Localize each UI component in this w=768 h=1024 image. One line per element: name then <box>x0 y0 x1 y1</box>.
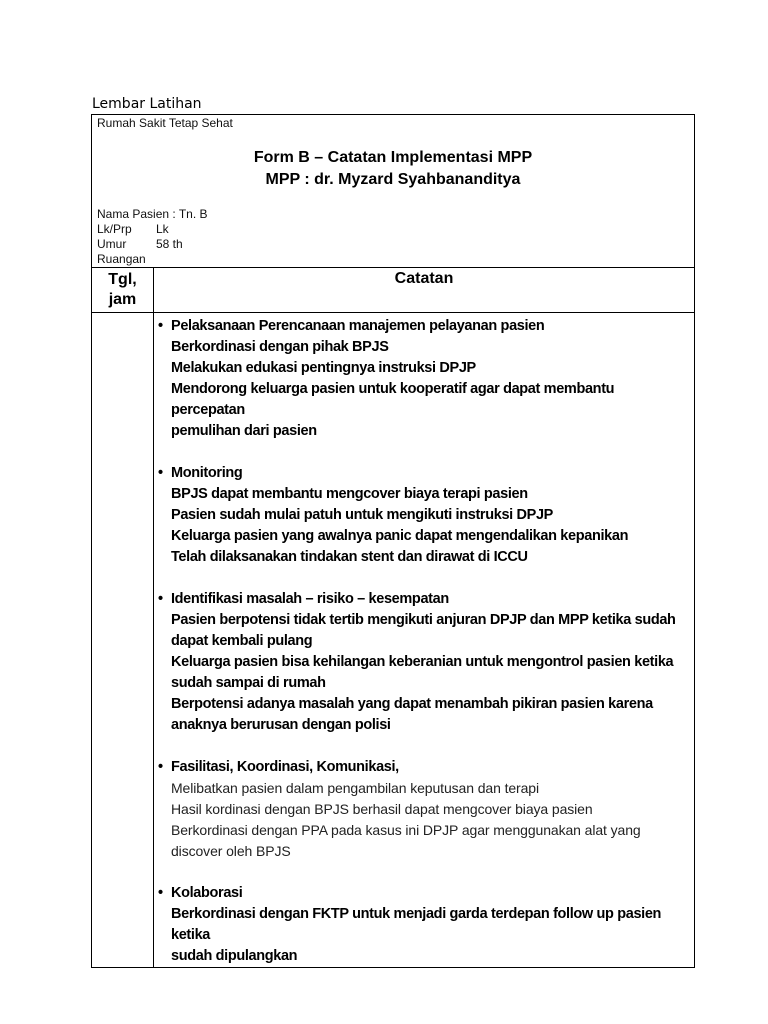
header-row <box>92 115 695 268</box>
note-line: discover oleh BPJS <box>171 843 291 859</box>
note-section <box>154 883 688 967</box>
patient-name: Nama Pasien : Tn. B <box>97 207 208 221</box>
note-section-heading <box>154 883 688 904</box>
note-section-title: Monitoring <box>171 465 243 481</box>
note-line: Berpotensi adanya masalah yang dapat menambah pikiran pasien karena <box>171 696 653 712</box>
header-cell <box>92 115 695 268</box>
note-section <box>154 463 688 568</box>
note-line: Pasien sudah mulai patuh untuk mengikuti instruksi DPJP <box>171 507 553 523</box>
note-line: Pasien berpotensi tidak tertib mengikuti anjuran DPJP dan MPP ketika sudah <box>171 612 676 628</box>
mpp-form-table <box>91 114 695 968</box>
column-header-date-line2: jam <box>108 291 137 308</box>
note-section-title: Identifikasi masalah – risiko – kesempatan <box>171 591 449 607</box>
note-line: BPJS dapat membantu mengcover biaya terapi pasien <box>171 486 528 502</box>
note-section <box>154 757 688 862</box>
column-header-row <box>92 268 695 313</box>
note-section <box>154 589 688 736</box>
hospital-name: Rumah Sakit Tetap Sehat <box>97 116 233 130</box>
bullet-icon: • <box>158 759 163 775</box>
note-line: Keluarga pasien bisa kehilangan keberanian untuk mengontrol pasien ketika <box>171 654 674 670</box>
note-line: Berkordinasi dengan pihak BPJS <box>171 339 389 355</box>
note-section <box>154 316 688 442</box>
notes-date-cell <box>92 313 154 968</box>
patient-age-value: 58 th <box>156 237 183 251</box>
note-line: Berkordinasi dengan FKTP untuk menjadi garda terdepan follow up pasien ketika <box>171 906 662 943</box>
note-line: Telah dilaksanakan tindakan stent dan dirawat di ICCU <box>171 549 528 565</box>
note-line: sudah dipulangkan <box>171 948 298 964</box>
note-section-heading <box>154 589 688 610</box>
patient-age-row <box>97 237 208 252</box>
note-line: Berkordinasi dengan PPA pada kasus ini DPJP agar menggunakan alat yang <box>171 822 641 838</box>
note-line: Mendorong keluarga pasien untuk kooperatif agar dapat membantu percepatan <box>171 381 615 418</box>
note-line: sudah sampai di rumah <box>171 675 326 691</box>
note-section-heading <box>154 757 688 778</box>
note-line: Melibatkan pasien dalam pengambilan keputusan dan terapi <box>171 780 539 796</box>
form-title-block <box>92 147 694 191</box>
patient-sex-value: Lk <box>156 222 169 236</box>
patient-sex-label: Lk/Prp <box>97 222 132 236</box>
bullet-icon: • <box>158 318 163 334</box>
column-header-notes: Catatan <box>154 268 695 313</box>
note-line: anaknya berurusan dengan polisi <box>171 717 391 733</box>
note-line: pemulihan dari pasien <box>171 423 317 439</box>
form-title: Form B – Catatan Implementasi MPP <box>253 149 533 166</box>
column-header-date <box>92 268 154 313</box>
patient-room-label: Ruangan <box>97 252 146 266</box>
patient-age-label: Umur <box>97 237 127 251</box>
note-line: dapat kembali pulang <box>171 633 313 649</box>
note-line: Melakukan edukasi pentingnya instruksi DPJP <box>171 360 476 376</box>
note-line: Hasil kordinasi dengan BPJS berhasil dapat mengcover biaya pasien <box>171 801 593 817</box>
bullet-icon: • <box>158 885 163 901</box>
note-section-heading <box>154 316 688 337</box>
form-subtitle: MPP : dr. Myzard Syahbananditya <box>265 171 521 188</box>
sheet-title: Lembar Latihan <box>92 96 202 112</box>
bullet-icon: • <box>158 465 163 481</box>
patient-sex-row <box>97 222 208 237</box>
notes-row <box>92 313 695 968</box>
notes-cell <box>154 313 695 968</box>
note-section-title: Fasilitasi, Koordinasi, Komunikasi, <box>171 759 399 775</box>
note-section-title: Pelaksanaan Perencanaan manajemen pelayanan pasien <box>171 318 545 334</box>
column-header-date-line1: Tgl, <box>108 271 137 288</box>
bullet-icon: • <box>158 591 163 607</box>
note-section-title: Kolaborasi <box>171 885 243 901</box>
note-line: Keluarga pasien yang awalnya panic dapat mengendalikan kepanikan <box>171 528 629 544</box>
patient-info <box>97 207 208 267</box>
note-section-heading <box>154 463 688 484</box>
